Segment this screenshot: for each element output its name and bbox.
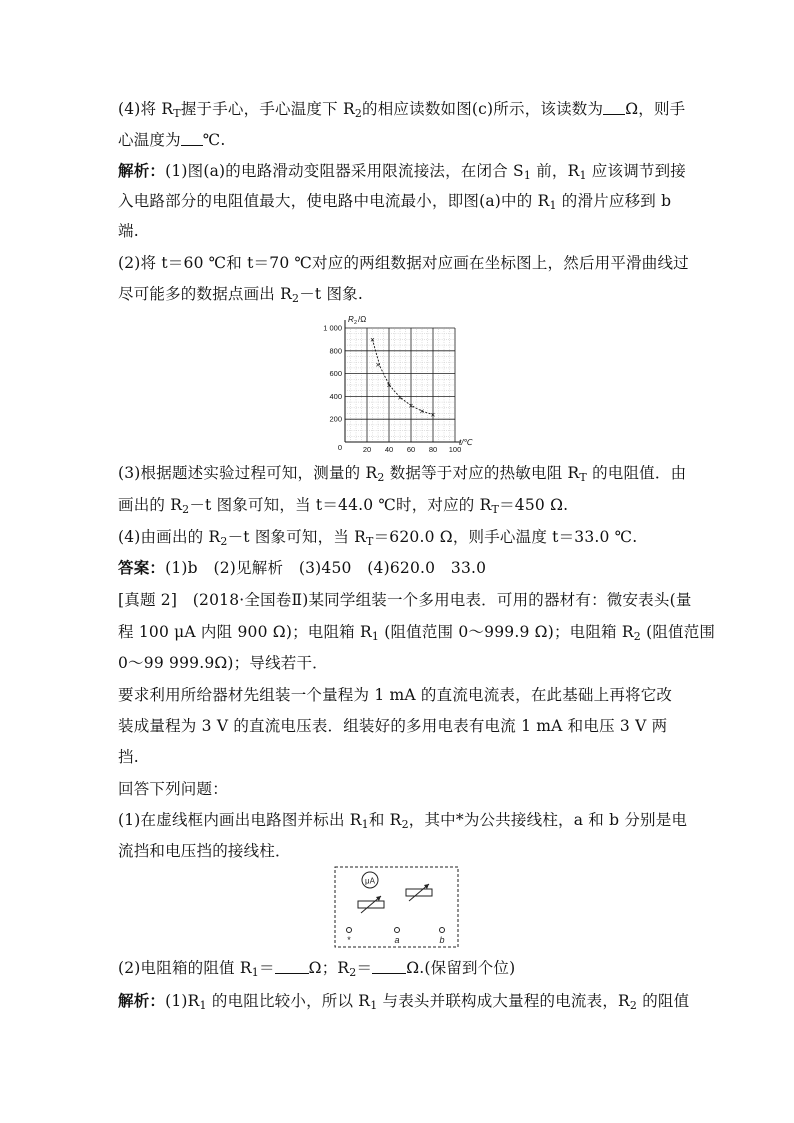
exam-question-line-1: [真题 2] (2018·全国卷Ⅱ)某同学组装一个多用电表．可用的器材有：微安表头(量 [118,591,692,609]
analysis-last-line: 解析：$(1)R_1$ 的电阻比较小，所以 $R_1$ 与表头并联构成大量程的电流表，$R_2$ 的阻值 [118,991,690,1012]
circuit-box [334,866,460,950]
terminal-common-label: * [347,935,351,945]
exam-question-line-3: 0～99 999.9Ω)；导线若干． [118,654,328,672]
answer-blank[interactable] [372,958,406,974]
y-tick-label: 200 [329,414,342,424]
analysis-label: 解析： [118,161,166,180]
data-point: × [397,393,403,403]
x-tick-label: 40 [384,445,394,454]
question-4-line-2: 心温度为 ℃. [118,131,226,149]
r2-t-chart [305,308,485,458]
analysis-line-5: 尽可能多的数据点画出 $R_2-t$ 图象. [118,285,363,305]
part-1-line-2: 流挡和电压挡的接线柱． [118,842,291,860]
x-tick-label: 100 [448,445,462,454]
requirement-line-3: 挡. [118,748,139,766]
analysis-line-1: 解析：(1)图(a)的电路滑动变阻器采用限流接法，在闭合 $S_1$ 前，$R_1$ 应该调节到接 [118,161,686,182]
answer-line: 答案：(1)b (2)见解析 (3)450 (4)620.0 33.0 [118,558,487,577]
answer-blank[interactable] [181,130,203,146]
ask-line: 回答下列问题： [118,780,228,798]
part-2-line: (2)电阻箱的阻值 $R_1= \Omega$；$R_2= \Omega$.(保留到个位) [118,959,516,979]
x-tick-label: 60 [406,445,416,454]
data-point: × [370,335,375,345]
data-point: × [419,407,425,417]
y-axis-label-unit: /Ω [358,315,367,324]
part-1-line-1: (1)在虚线框内画出电路图并标出 $R_1$和 $R_2$，其中*为公共接线柱，a 和 b 分别是电 [118,811,688,831]
answer-blank[interactable] [603,99,625,115]
y-tick-label: 1 000 [323,323,342,333]
y-axis-label: R [348,315,354,324]
question-4-line-1: (4)将 $R_T$握于手心，手心温度下 $R_2$的相应读数如图(c)所示，该读数为 Ω，则手 [118,100,686,120]
x-tick-label: 80 [428,445,438,454]
x-tick-label: 20 [362,445,372,454]
analysis-line-2: 入电路部分的电阻值最大，使电路中电流最小，即图(a)中的 $R_1$ 的滑片应移到 b [118,192,672,212]
data-point: × [386,381,392,390]
y-tick-label: 400 [329,391,342,401]
analysis-line-4: (2)将 t＝60 ℃和 t＝70 ℃对应的两组数据对应画在坐标图上，然后用平滑曲线过 [118,254,689,272]
y-tick-label: 800 [329,346,342,356]
y-axis-label-sub: 2 [354,320,358,326]
data-point: × [375,360,381,370]
requirement-line-2: 装成量程为 3 V 的直流电压表．组装好的多用电表有电流 1 mA 和电压 3 V 两 [118,717,668,735]
microammeter-label: μA [365,876,375,886]
answer-label: 答案： [118,558,166,577]
terminal-a-label: a [394,935,400,945]
data-point: × [408,401,414,411]
terminal-a [395,928,400,933]
exam-question-line-2: 程 100 μA 内阻 900 Ω)；电阻箱 $R_1$ (阻值范围 0～999.9 Ω)；电阻箱 $R_2$ (阻值范围 [118,623,716,643]
analysis-line-3: 端. [118,222,139,240]
terminal-b-label: b [439,935,445,945]
answer-blank[interactable] [275,958,309,974]
data-point: × [430,410,436,420]
requirement-line-1: 要求利用所给器材先组装一个量程为 1 mA 的直流电流表，在此基础上再将它改 [118,686,673,704]
x-axis-label: t/℃ [459,438,473,447]
y-tick-label: 600 [329,369,342,379]
origin-label: 0 [337,443,342,452]
analysis-line-8: (4)由画出的 $R_2-t$ 图象可知，当 $R_T=620.0$ Ω，则手心温度 t＝33.0 ℃. [118,528,638,548]
terminal-b [440,928,445,933]
analysis-line-7: 画出的 $R_2-t$ 图象可知，当 t＝44.0 ℃时，对应的 $R_T=450$ Ω. [118,496,569,516]
terminal-common [347,928,352,933]
analysis-line-6: (3)根据题述实验过程可知，测量的 $R_2$ 数据等于对应的热敏电阻 $R_T$ 的电阻值．由 [118,464,687,484]
analysis-label: 解析： [118,991,166,1010]
